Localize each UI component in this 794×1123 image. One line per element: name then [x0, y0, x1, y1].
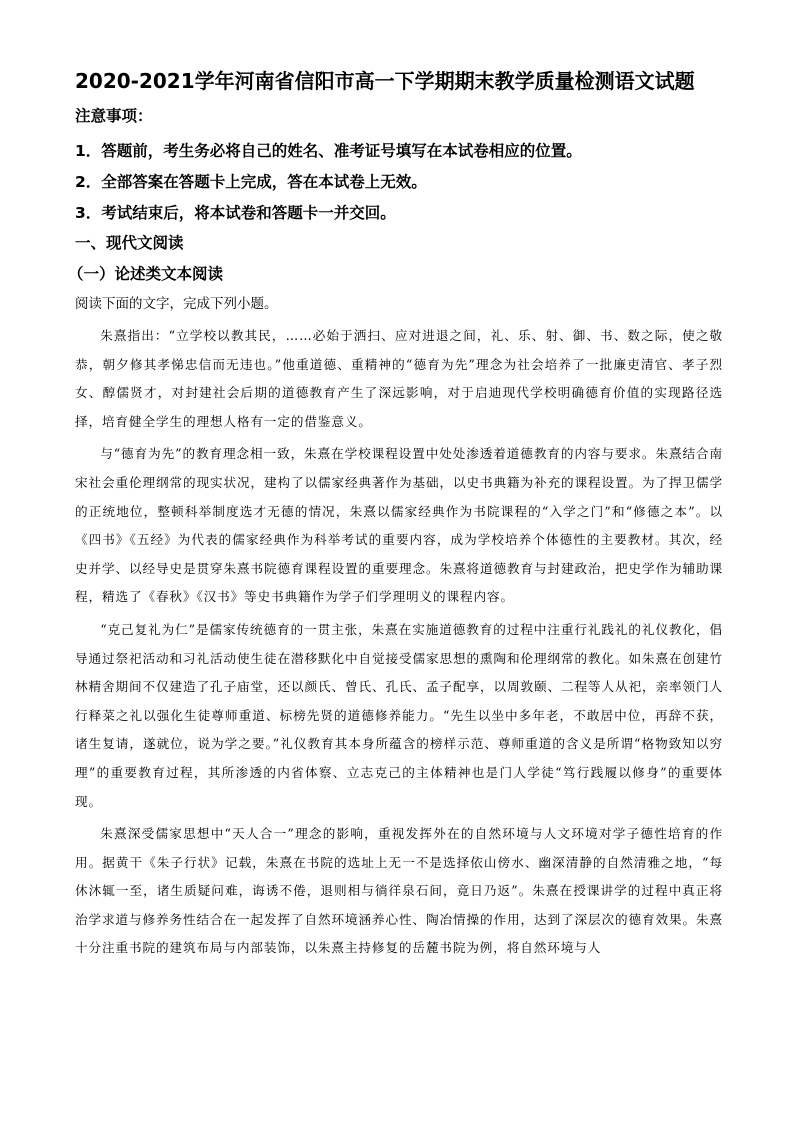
- notice-heading: 注意事项：: [75, 107, 153, 125]
- reading-instruction: 阅读下面的文字，完成下列小题。: [75, 296, 278, 312]
- section-heading: 一、现代文阅读: [75, 234, 184, 252]
- passage-paragraph-4: 朱熹深受儒家思想中“天人合一”理念的影响，重视发挥外在的自然环境与人文环境对学子德性培育的作用。据黄干《朱子行状》记载，朱熹在书院的选址上无一不是选择依山傍水、幽深清静的自然清雅之地，“每休沐辄一至，诸生质疑问难，诲诱不倦，退则相与徜徉泉石间，竟日乃返”。朱熹在授课讲学的过程中真正将治学求道与修养务性结合在一起发挥了自然环境涵养心性、陶冶情操的作用，达到了深层次的德育效果。朱熹十分注重书院的建筑布局与内部装饰，以朱熹主持修复的岳麓书院为例，将自然环境与人: [75, 826, 723, 956]
- exam-title: 2020-2021学年河南省信阳市高一下学期期末教学质量检测语文试题: [75, 69, 695, 93]
- passage-paragraph-3: “克己复礼为仁”是儒家传统德育的一贯主张，朱熹在实施道德教育的过程中注重行礼践礼的礼仪教化，倡导通过祭祀活动和习礼活动使生徒在潜移默化中自觉接受儒家思想的熏陶和伦理纲常的教化。如朱熹在创建竹林精舍期间不仅建造了孔子庙堂，还以颜氏、曾氏、孔氏、孟子配享，以周敦颐、二程等人从祀，亲率领门人行释菜之礼以强化生徒尊师重道、标榜先贤的道德修养能力。“先生以坐中多年老，不敢居中位，再辞不获，诸生复请，遂就位，说为学之要。”礼仪教育其本身所蕴含的榜样示范、尊师重道的含义是所谓“格物致知以穷理”的重要教育过程，其所渗透的内省体察、立志克己的主体精神也是门人学徒“笃行践履以修身”的重要体现。: [75, 621, 723, 809]
- passage-paragraph-1: 朱熹指出：“立学校以教其民，……必始于洒扫、应对进退之间，礼、乐、射、御、书、数之际，使之敬恭，朝夕修其孝悌忠信而无违也。”他重道德、重精神的“德育为先”理念为社会培养了一批廉吏清官、孝子烈女、醇儒贤才，对封建社会后期的道德教育产生了深远影响，对于启迪现代学校明确德育价值的实现路径选择，培育健全学生的理想人格有一定的借鉴意义。: [75, 328, 723, 429]
- notice-item-3: 3．考试结束后，将本试卷和答题卡一并交回。: [75, 204, 396, 222]
- notice-item-2: 2．全部答案在答题卡上完成，答在本试卷上无效。: [75, 173, 427, 191]
- subsection-heading: （一）论述类文本阅读: [68, 265, 224, 283]
- reading-passage: [75, 322, 723, 967]
- passage-paragraph-2: 与“德育为先”的教育理念相一致，朱熹在学校课程设置中处处渗透着道德教育的内容与要求。朱熹结合南宋社会重伦理纲常的现实状况，建构了以儒家经典著作为基础，以史书典籍为补充的课程设置。为了捍卫儒学的正统地位，整顿科举制度选才无德的情况，朱熹以儒家经典作为书院课程的“入学之门”和“修德之本”。以《四书》《五经》为代表的儒家经典作为科举考试的重要内容，成为学校培养个体德性的主要教材。其次，经史并学、以经导史是贯穿朱熹书院德育课程设置的重要理念。朱熹将道德教育与封建政治，把史学作为辅助课程，精选了《春秋》《汉书》等史书典籍作为学子们学理明义的课程内容。: [75, 446, 723, 605]
- notice-item-1: 1．答题前，考生务必将自己的姓名、准考证号填写在本试卷相应的位置。: [75, 142, 582, 160]
